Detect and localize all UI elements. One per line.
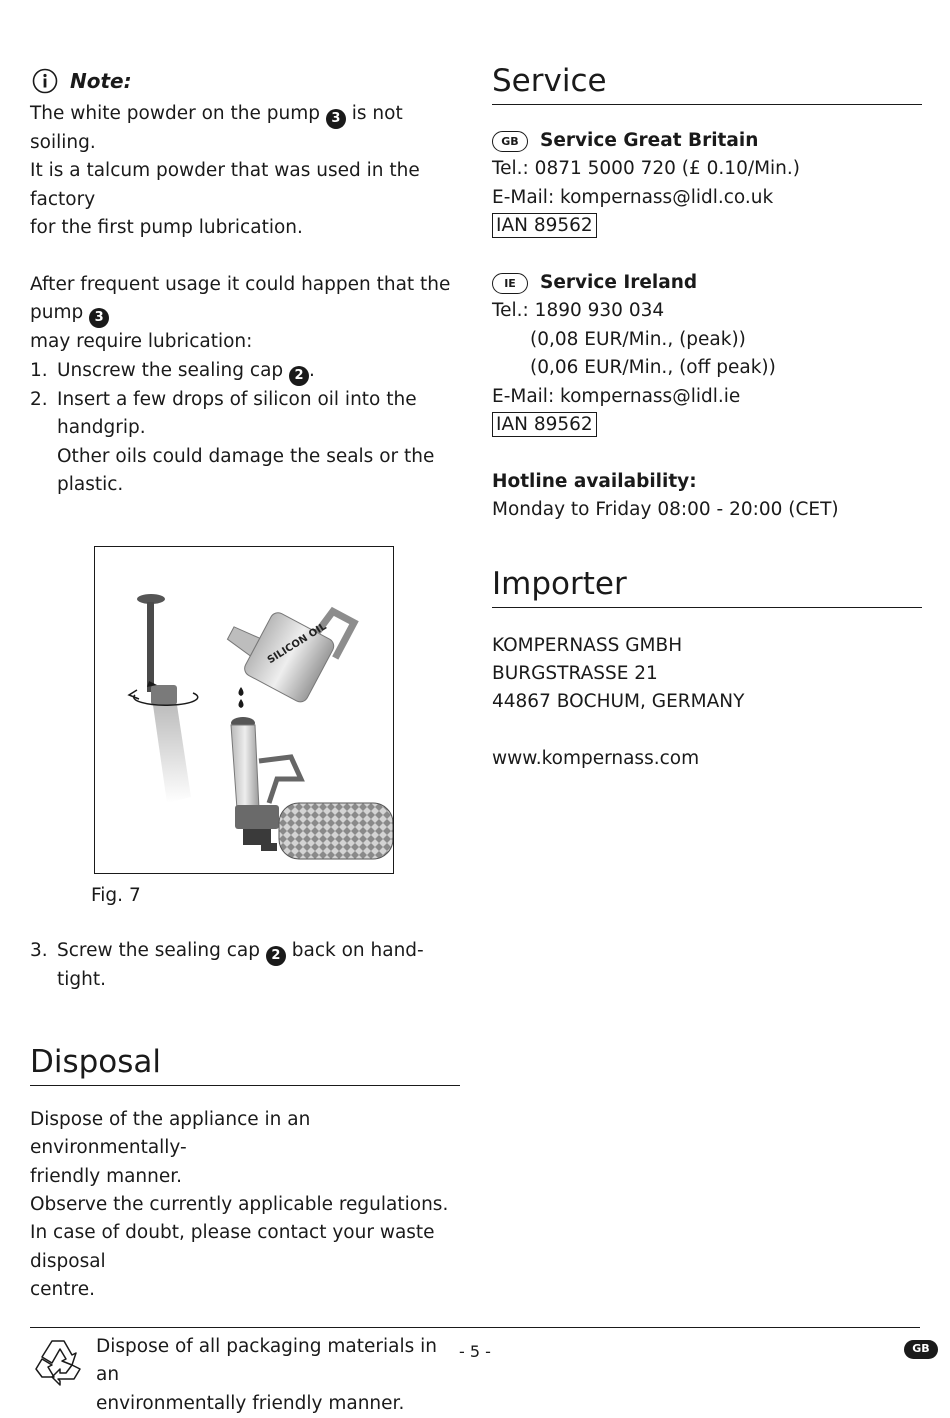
service-title: Service [492,62,922,105]
list-item: 2. Insert a few drops of silicon oil into the handgrip. Other oils could damage the seals or the plastic. [30,388,435,496]
disposal-line: friendly manner. [30,1165,183,1187]
service-ie-rate-peak: (0,08 EUR/Min., (peak)) [530,328,746,350]
page-number: - 5 - [459,1342,491,1361]
service-gb-heading: GB Service Great Britain [492,127,922,155]
importer-city: 44867 BOCHUM, GERMANY [492,691,745,713]
pump-lubrication-illustration [95,547,393,873]
ie-badge: IE [492,273,528,294]
service-ie-tel: Tel.: 1890 930 034 [492,300,665,322]
list-item: 3. Screw the sealing cap 2 back on hand-tight. [30,940,424,991]
figure-7-illustration [94,546,394,874]
disposal-line: Observe the currently applicable regulations. [30,1194,449,1216]
note-title: Note: [70,68,132,93]
service-gb-tel: Tel.: 0871 5000 720 (£ 0.10/Min.) [492,158,801,180]
importer-title: Importer [492,565,922,608]
pump-ref-marker: 3 [89,308,109,328]
disposal-title: Disposal [30,1043,460,1086]
footer-divider [30,1327,920,1328]
note-line-2: It is a talcum powder that was used in the factory [30,160,420,210]
lubrication-steps [30,357,460,500]
ian-box: IAN 89562 [492,213,597,238]
service-ie-rate-offpeak: (0,06 EUR/Min., (off peak)) [530,357,776,379]
lubrication-step-3 [30,937,460,994]
importer-section [492,565,922,774]
service-gb-email: E-Mail: kompernass@lidl.co.uk [492,186,774,208]
service-ie-heading: IE Service Ireland [492,269,922,297]
importer-street: BURGSTRASSE 21 [492,663,658,685]
disposal-line: In case of doubt, please contact your waste disposal [30,1222,435,1272]
hotline-hours: Monday to Friday 08:00 - 20:00 (CET) [492,499,839,521]
note-line-3: for the first pump lubrication. [30,217,303,239]
importer-website: www.kompernass.com [492,748,700,770]
note-header [30,62,460,100]
frequent-usage-text: After frequent usage it could happen that the pump 3 [30,271,460,328]
packaging-line-1: Dispose of all packaging materials in an [96,1335,438,1386]
disposal-line: Dispose of the appliance in an environmentally- [30,1108,311,1159]
right-column [492,62,922,774]
disposal-line: centre. [30,1279,95,1301]
ian-box: IAN 89562 [492,412,597,437]
hotline-title: Hotline availability: [492,470,697,492]
disposal-text [30,1106,460,1305]
silicon-oil-label: SILICON OIL [265,621,329,667]
frequent-usage-text-2: may require lubrication: [30,331,253,353]
pump-ref-marker: 3 [326,109,346,129]
gb-badge: GB [492,131,528,152]
footer-gb-badge: GB [904,1340,938,1359]
left-column [30,62,460,1418]
service-ie-email: E-Mail: kompernass@lidl.ie [492,385,741,407]
packaging-line-2: environmentally friendly manner. [96,1392,405,1414]
list-item: 1. Unscrew the sealing cap 2 . [30,357,460,386]
info-icon [32,68,58,94]
figure-caption: Fig. 7 [91,885,141,907]
note-line-1: The white powder on the pump 3 is not soiling. [30,103,403,153]
importer-company: KOMPERNASS GMBH [492,634,683,656]
cap-ref-marker: 2 [289,366,309,386]
cap-ref-marker: 2 [266,946,286,966]
